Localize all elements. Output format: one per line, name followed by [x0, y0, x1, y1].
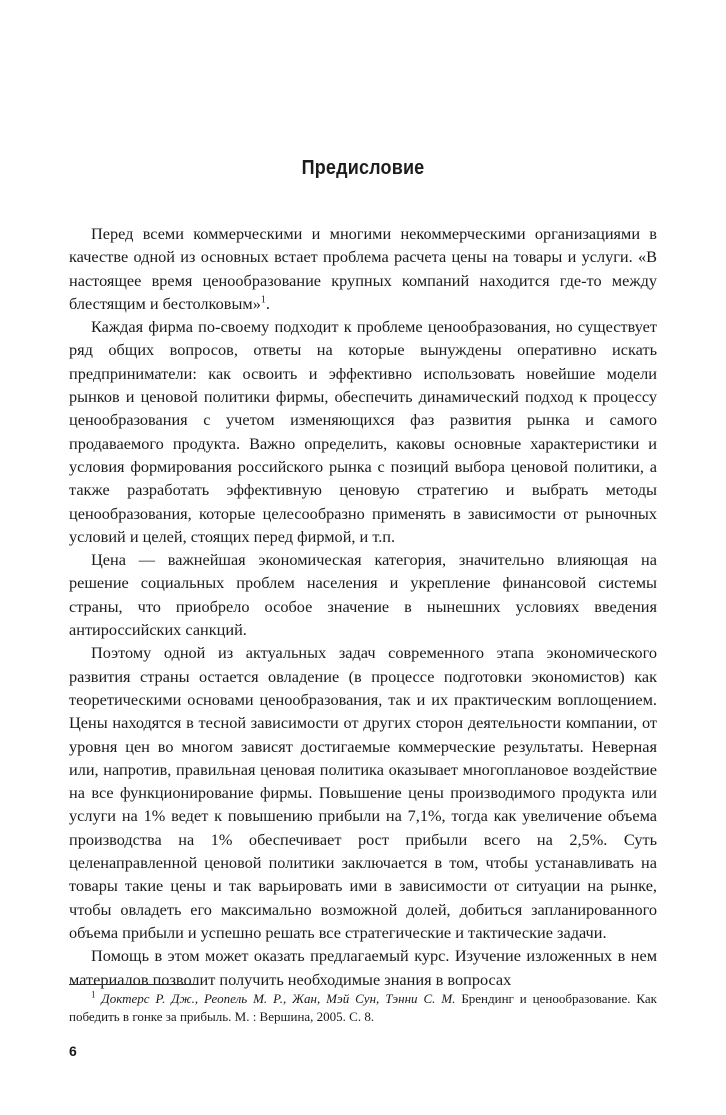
footnote-citation: Брендинг и ценообразование. Как победить в гонке за прибыль. М. : Вершина, 2005. С. 8.: [69, 991, 657, 1024]
book-page: [69, 0, 657, 1115]
page-number: 6: [69, 1043, 77, 1059]
paragraph-5: Помощь в этом может оказать предлагаемый курс. Изучение изложенных в нем материалов позволит получить необходимые знания в вопросах: [69, 946, 657, 989]
paragraph-3: Цена — важнейшая экономическая категория, значительно влияющая на решение социальных проблем населения и укрепление финансовой системы страны, что приобрело особое значение в нынешних условиях введения антироссийских санкций.: [69, 550, 657, 640]
paragraph-1-tail: .: [265, 293, 270, 313]
footnote-divider: [69, 984, 197, 985]
paragraph-1: [69, 222, 657, 315]
paragraph-1-text: Перед всеми коммерческими и многими некоммерческими организациями в качестве одной из основных встает проблема расчета цены на товары и услуги. «В настоящее время ценообразование крупных компаний находится где-то между блестящим и бестолковым»: [69, 224, 657, 313]
paragraph-4: Поэтому одной из актуальных задач современного этапа экономического развития страны остается овладение (в процессе подготовки экономистов) как теоретическими основами ценообразования, так и их практическим воплощением. Цены находятся в тесной зависимости от других сторон деятельности компании, от уровня цен во многом зависят достигаемые коммерческие результаты. Неверная или, напротив, правильная ценовая политика оказывает многоплановое воздействие на все функционирование фирмы. Повышение цены производимого продукта или услуги на 1% ведет к повышению прибыли на 7,1%, тогда как увеличение объема производства на 1% обеспечивает рост прибыли всего на 2,5%. Суть целенаправленной ценовой политики заключается в том, чтобы устанавливать на товары такие цены и так варьировать ими в зависимости от ситуации на рынке, чтобы овладеть его максимально возможной долей, добиться запланированного объема прибыли и успешно решать все стратегические и тактические задачи.: [69, 643, 657, 942]
chapter-heading: Предисловие: [301, 157, 425, 179]
footnote-reference: 1: [260, 294, 266, 306]
body-text: [69, 222, 657, 991]
footnote-authors: Доктерс Р. Дж., Реопель М. Р., Жан, Мэй Сун, Тэнни С. М.: [101, 991, 456, 1006]
paragraph-2: Каждая фирма по-своему подходит к проблеме ценообразования, но существует ряд общих вопросов, ответы на которые вынуждены оперативно искать предприниматели: как освоить и эффективно использовать новейшие модели рынков и ценовой политики фирмы, обеспечить динамический подход к процессу ценообразования с учетом изменяющихся фаз развития рынка и самого продаваемого продукта. Важно определить, каковы основные характеристики и условия формирования российского рынка с позиций выбора ценовой политики, а также разработать эффективную ценовую стратегию и выбрать методы ценообразования, которые целесообразно применять в зависимости от рыночных условий и целей, стоящих перед фирмой, и т.п.: [69, 317, 657, 546]
footnote-number: 1: [91, 989, 96, 1000]
footnote: [69, 990, 657, 1025]
